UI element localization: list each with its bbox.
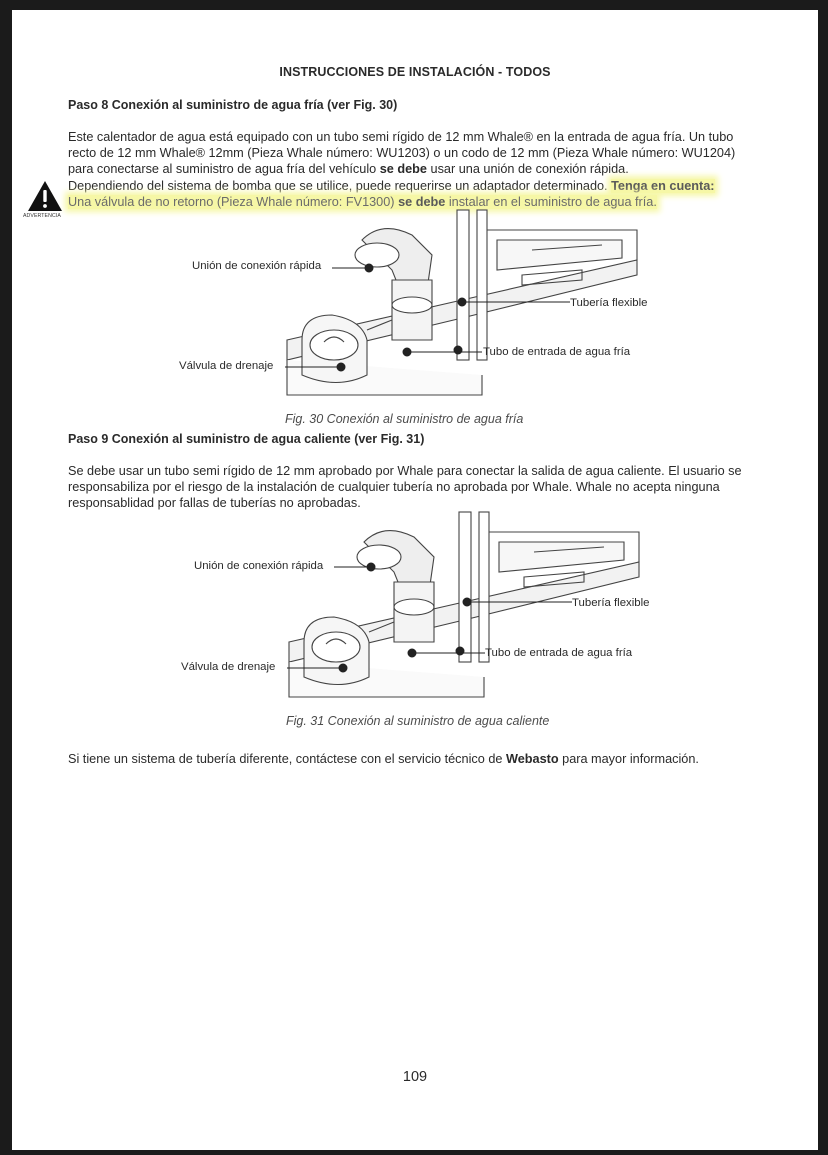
fig31-label-quick-connect: Unión de conexión rápida	[194, 560, 324, 572]
step8-heading: Paso 8 Conexión al suministro de agua fría (ver Fig. 30)	[68, 98, 398, 112]
footer-text-2: para mayor información.	[558, 752, 699, 766]
note-colon: :	[710, 178, 715, 193]
fig30-label-cold-inlet: Tubo de entrada de agua fría	[483, 346, 631, 358]
step8-bold-1: se debe	[379, 162, 427, 177]
note-text-2: instalar en el suministro de agua fría.	[445, 194, 657, 209]
fig31-caption: Fig. 31 Conexión al suministro de agua caliente	[286, 714, 550, 728]
note-text-1: Una válvula de no retorno (Pieza Whale número: FV1300)	[68, 194, 399, 209]
page-title: INSTRUCCIONES DE INSTALACIÓN - TODOS	[279, 65, 551, 79]
footer-paragraph	[68, 751, 788, 767]
fig31-label-drain-valve: Válvula de drenaje	[181, 661, 276, 673]
warning-label: ADVERTENCIA	[23, 213, 61, 219]
page-number: 109	[402, 1069, 428, 1085]
fig30-label-quick-connect: Unión de conexión rápida	[192, 260, 322, 272]
fig30-caption: Fig. 30 Conexión al suministro de agua fría	[285, 412, 524, 426]
note-bold-2: se debe	[398, 194, 446, 209]
footer-text-1: Si tiene un sistema de tubería diferente, contáctese con el servicio técnico de	[68, 752, 506, 766]
step8-text-2: usar una unión de conexión rápida.	[426, 162, 629, 177]
fig30-label-drain-valve: Válvula de drenaje	[179, 360, 274, 372]
step8-text-3: Dependiendo del sistema de bomba que se utilice, puede requerirse un adaptador determinado.	[68, 178, 612, 193]
footer-brand: Webasto	[505, 752, 559, 766]
fig31-label-cold-inlet: Tubo de entrada de agua fría	[485, 647, 633, 659]
fig31-label-flexible-pipe: Tubería flexible	[572, 597, 650, 609]
step9-heading: Paso 9 Conexión al suministro de agua caliente (ver Fig. 31)	[68, 432, 425, 446]
document-page	[12, 10, 818, 1150]
fig31-leaders	[12, 10, 818, 1150]
fig30-label-flexible-pipe: Tubería flexible	[570, 297, 648, 309]
note-label: Tenga en cuenta	[611, 178, 711, 193]
step9-paragraph: Se debe usar un tubo semi rígido de 12 mm aprobado por Whale para conectar la salida de agua caliente. El usuario se responsabiliza por el riesgo de la instalación de cualquier tubería no aprobada por Whale. Whale no acepta ninguna responsablidad por fallas de tuberías no aprobadas.	[68, 464, 742, 511]
step8-text-1: Este calentador de agua está equipado con un tubo semi rígido de 12 mm Whale® en la entrada de agua fría. Un tubo recto de 12 mm Whale® 12mm (Pieza Whale número: WU1203) o un codo de 12 mm (Pieza Whale número: WU1204) para conectarse al suministro de agua fría del vehículo	[68, 130, 736, 177]
